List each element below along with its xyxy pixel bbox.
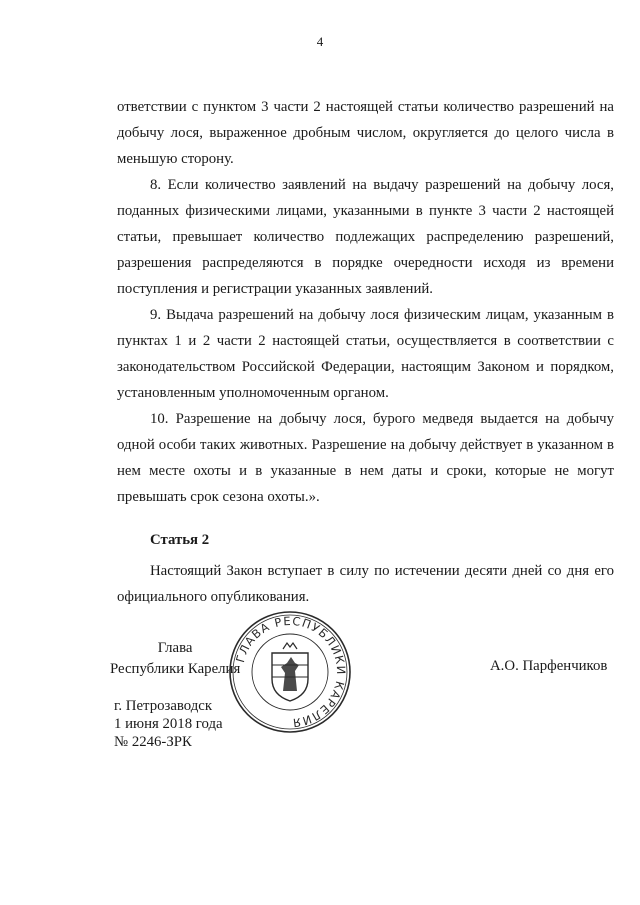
paragraph-9: 9. Выдача разрешений на добычу лося физическим лицам, указанным в пунктах 1 и 2 части 2 настоящей статьи, осуществляется в соответствии с законодательством Российской Федерации, настоящим Законом и порядком, установленным уполномоченным органом.: [117, 307, 614, 401]
signatory-title-line-1: Глава: [157, 640, 193, 656]
coat-of-arms-icon: [272, 643, 308, 701]
paragraph-8-block: [117, 172, 614, 302]
seal-text: ГЛАВА РЕСПУБЛИКИ КАРЕЛИЯ: [233, 613, 349, 731]
date: 1 июня 2018 года: [114, 716, 223, 732]
place-and-date: [114, 697, 223, 751]
page-number: 4: [316, 34, 324, 49]
paragraph-continuation: [117, 94, 614, 172]
law-number: № 2246-ЗРК: [114, 734, 192, 750]
paragraph-0: ответствии с пунктом 3 части 2 настоящей статьи количество разрешений на добычу лося, выраженное дробным числом, округляется до целого числа в меньшую сторону.: [117, 99, 614, 167]
article-2-text: Настоящий Закон вступает в силу по истечении десяти дней со дня его официального опубликования.: [117, 563, 614, 605]
paragraph-9-block: [117, 302, 614, 406]
city: г. Петрозаводск: [114, 698, 213, 714]
paragraph-8: 8. Если количество заявлений на выдачу разрешений на добычу лося, поданных физическими лицами, указанными в пункте 3 части 2 настоящей статьи, превышает количество подлежащих распределению разрешений, разрешения распределяются в порядке очередности исходя из времени поступления и регистрации указанных заявлений.: [117, 177, 614, 297]
signatory-name: А.О. Парфенчиков: [490, 658, 608, 674]
article-2-body: [117, 558, 614, 610]
signatory-title: [110, 638, 240, 680]
paragraph-10-block: [117, 406, 614, 510]
paragraph-10: 10. Разрешение на добычу лося, бурого медведя выдается на добычу одной особи таких животных. Разрешение на добычу действует в указанном в нем месте охоты и в указанные в нем даты и сроки, которые не могут превышать срок сезона охоты.».: [117, 411, 614, 505]
article-2-heading: Статья 2: [150, 532, 210, 548]
signatory-title-line-2: Республики Карелия: [110, 661, 241, 677]
official-seal-icon: [227, 609, 353, 735]
